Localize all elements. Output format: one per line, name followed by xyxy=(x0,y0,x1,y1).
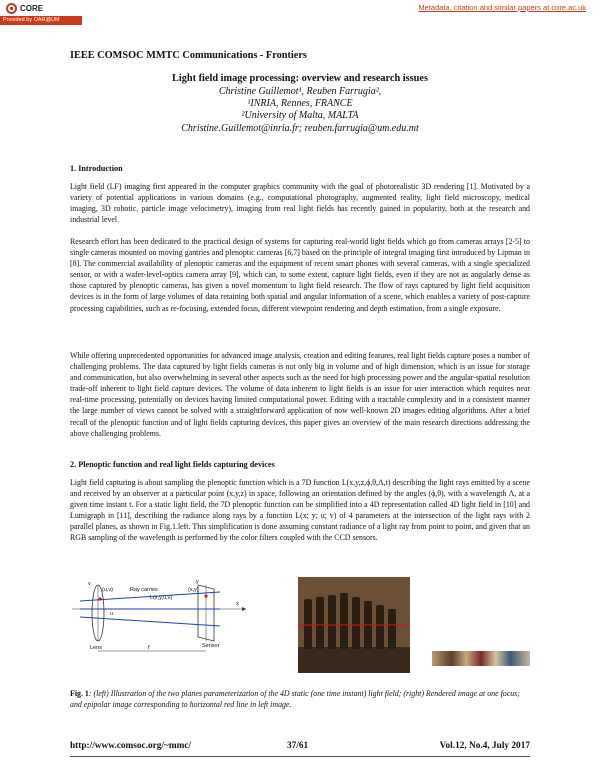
section-1-heading: 1. Introduction xyxy=(70,164,123,173)
plenoptic-paragraph: Light field capturing is about sampling the plenoptic function which is a 7D function L(x,y,z,ϕ,θ,Λ,t) describing the light rays emitted by a scene and received by an observer at a particular point (x,y,z) in space, following an orientation defined by the angles (ϕ,θ), with a wavelength Λ, at a given time instant t. For a static light field, the 7D plenoptic function can be simplified into a 4D representation called 4D light field in [10] and Lumigraph in [11], describing the radiance along rays by a function L(x; y; u; v) of 4 parameters at the intersection of the light rays with 2 parallel planes, as shown in Fig.1.left. This simplification is done assuming constant radiance of a light ray from point to point, and given that an RGB sampling of the wavelength is performed by the color filters coupled with the CCD sensors. xyxy=(70,478,530,543)
footer-rule xyxy=(70,756,530,757)
x-label: x xyxy=(236,601,239,607)
xy-label: (x,y) xyxy=(188,587,199,593)
rendered-image-photo xyxy=(298,577,410,673)
xy-point xyxy=(204,594,207,597)
intro-paragraph-3: While offering unprecedented opportunities for advanced image analysis, creation and editing features, real light fields capture poses a number of challenging problems. The data captured by light fields cameras is not only big in volume and of high dimension, which is an issue for storage and communication, but also overwhelming in several other aspects such as the need for high processing power and the angular-spatial resolution trade-off inherent to light field capture devices. The volume of data inherent to light fields is an issue for user interaction which requires near real-time processing, potentially on devices having limited computational power. Editing with a tractable complexity and in a consistent manner the large number of views cannot be solved with a straightforward application of now well-known 2D images editing algorithms. After a brief recall of the plenoptic function and of light fields capturing devices, this paper gives an overview of the main research directions addressing the above challenging problems. xyxy=(70,351,530,438)
sensor-label: Sensor xyxy=(202,643,220,649)
figure-caption xyxy=(70,688,530,710)
bottles-illustration xyxy=(298,577,410,673)
footer-url[interactable]: http://www.comsoc.org/~mmc/ xyxy=(70,741,192,751)
core-logo-icon xyxy=(6,3,17,14)
intro-paragraph-1: Light field (LF) imaging first appeared in the computer graphics community with the goal of photorealistic 3D rendering [1]. Motivated by a variety of potential applications in various domains (e.g., computational photography, augmented reality, light field microscopy, medical imaging, 3D robotic, particle image velocimetry), imaging from real light fields has recently gained in popularity, both at the research and industrial level. xyxy=(70,182,530,225)
epipolar-image xyxy=(432,651,530,666)
core-metadata-link[interactable]: Metadata, citation and similar papers at core.ac.uk xyxy=(418,3,586,12)
section-2-heading: 2. Plenoptic function and real light fields capturing devices xyxy=(70,460,275,469)
authors: Christine Guillemot¹, Reuben Farrugia², xyxy=(218,86,382,97)
ray-label: Ray carries xyxy=(130,587,158,593)
footer-volume: Vol.12, No.4, July 2017 xyxy=(439,741,530,751)
uv-point xyxy=(98,597,101,600)
core-logo-text: CORE xyxy=(20,3,44,13)
light-ray-bottom xyxy=(80,617,220,626)
focal-length-label: f xyxy=(148,645,150,651)
v-label: v xyxy=(88,581,91,587)
provider-strip xyxy=(0,16,82,25)
journal-title: IEEE COMSOC MMTC Communications - Frontiers xyxy=(70,50,307,61)
u-label: u xyxy=(110,611,114,617)
intro-paragraph-2: Research effort has been dedicated to the practical design of systems for capturing real-world light fields which go from cameras arrays [2-5] to single cameras mounted on moving gantries and plenoptic cameras [6,7] based on the principle of integral imaging first introduced by Lipman in [8]. The commercial availability of plenoptic cameras and the equipment of recent smart phones with several cameras, with a single specialized sensor, or with a wafer-level-optics camera array [9], which can, to some extent, capture light fields, even if they are not as angularly dense as those captured by plenoptic cameras, has given a novel momentum to light field research. The flow of rays captured by light field acquisition devices is in the form of large volumes of data retaining both spatial and angular information of a scene, which enables a variety of post-capture processing capabilities, such as re-focusing, extended focus, different viewpoint rendering and depth estimation, from a single exposure. xyxy=(70,237,530,313)
ray-function-label: L(x,y,u,v) xyxy=(150,595,173,601)
footer-page-number: 37/61 xyxy=(287,741,309,751)
affiliation-2: ²University of Malta, MALTA xyxy=(241,110,359,121)
y-label: y xyxy=(196,579,199,585)
author-emails: Christine.Guillemot@inria.fr; reuben.farrugia@um.edu.mt xyxy=(181,123,419,134)
caption-text: : (left) Illustration of the two planes parameterization of the 4D static (one time instant) light field; (right) Rendered image at one focus; and epipolar image corresponding to horizontal red line in left image. xyxy=(70,689,520,709)
uv-label: (u,v) xyxy=(102,587,113,593)
affiliation-1: ¹INRIA, Rennes, FRANCE xyxy=(247,98,353,109)
core-banner xyxy=(0,0,600,26)
provider-text: Provided by OAR@UM xyxy=(3,17,60,23)
core-logo[interactable] xyxy=(6,2,43,14)
paper-title: Light field image processing: overview and research issues xyxy=(172,73,428,84)
axis-arrow-icon xyxy=(242,607,246,611)
two-plane-parameterization-diagram xyxy=(70,579,250,654)
lens-label: Lens xyxy=(90,645,102,651)
caption-label: Fig. 1 xyxy=(70,689,89,698)
